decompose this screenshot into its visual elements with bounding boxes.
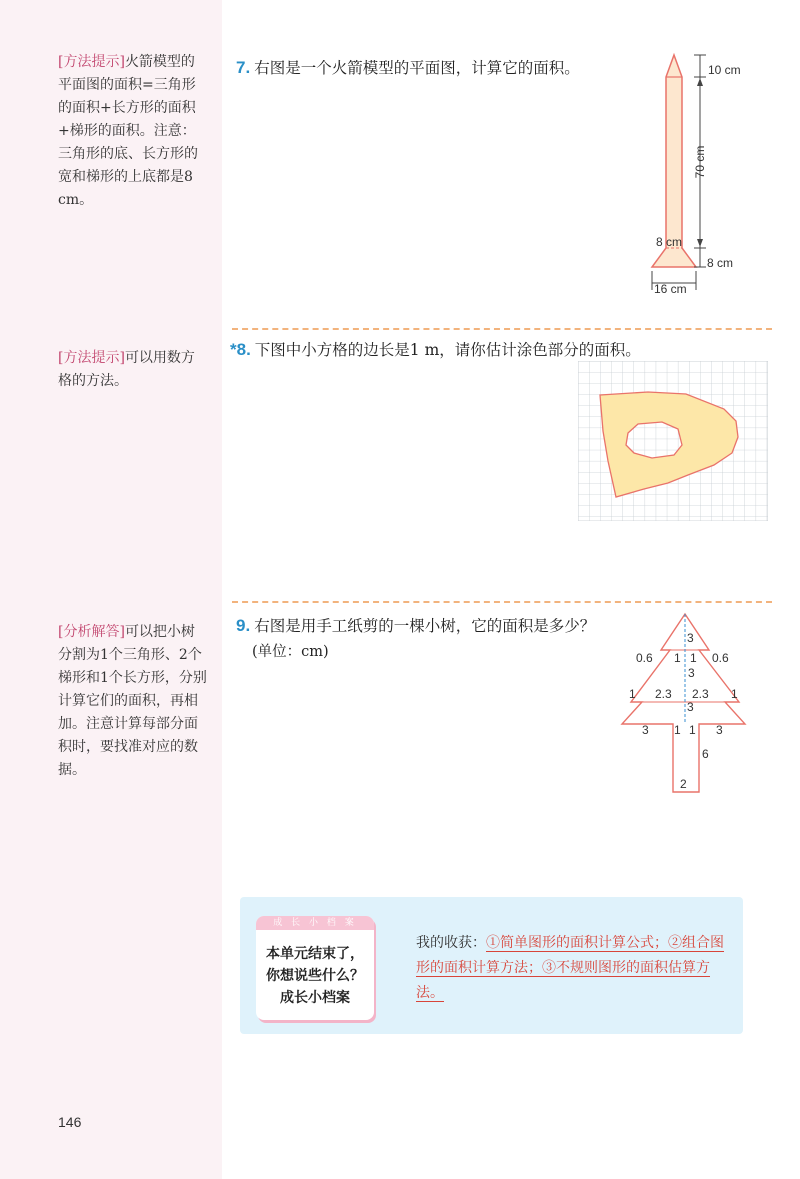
tree-label-b3r: 3 xyxy=(716,723,723,737)
dim-top-label: 10 cm xyxy=(708,63,741,77)
q7-tip-body: 火箭模型的平面图的面积=三角形的面积+长方形的面积+梯形的面积。注意：三角形的底、长方形的宽和梯形的上底都是8 cm。 xyxy=(58,54,198,208)
q9-tip-tag: [分析解答] xyxy=(58,624,125,640)
q9-title xyxy=(236,614,595,636)
card-line-3: 成长小档案 xyxy=(280,989,350,1005)
q8-tip-tag: [方法提示] xyxy=(58,350,125,366)
tree-label-one-a: 1 xyxy=(674,651,681,665)
separator-1 xyxy=(232,328,772,330)
growth-record-box xyxy=(240,897,743,1034)
tree-label-l06: 0.6 xyxy=(636,651,653,665)
card-line-2: 你想说些什么？ xyxy=(266,967,364,983)
tree-label-mid-3b: 3 xyxy=(687,700,694,714)
page-number: 146 xyxy=(58,1114,82,1130)
q7-number: 7. xyxy=(236,58,251,77)
card-header: 成 长 小 档 案 xyxy=(256,916,374,930)
card-line-1: 本单元结束了， xyxy=(266,945,364,961)
growth-card xyxy=(256,916,374,1020)
grid-figure xyxy=(578,361,768,521)
harvest-text xyxy=(416,931,728,1006)
q7-tip-tag: [方法提示] xyxy=(58,54,125,70)
q8-tip-body: 可以用数方格的方法。 xyxy=(58,350,195,389)
dim-mid-label: 70 cm xyxy=(693,145,707,179)
tree-label-mid-3: 3 xyxy=(688,666,695,680)
q8-number: *8. xyxy=(230,340,251,359)
q9-analysis-tip xyxy=(58,621,208,782)
q8-title xyxy=(230,338,641,360)
harvest-answer: ①简单图形的面积计算公式；②组合图形的面积计算方法；③不规则图形的面积估算方法。 xyxy=(416,935,724,1001)
tree-label-b3l: 3 xyxy=(642,723,649,737)
tree-label-trunk-2: 2 xyxy=(680,777,687,791)
tree-label-l23: 2.3 xyxy=(655,687,672,701)
q7-method-tip xyxy=(58,51,208,212)
tree-label-b1b: 1 xyxy=(689,723,696,737)
q9-tip-body: 可以把小树分割为1个三角形、2个梯形和1个长方形，分别计算它们的面积，再相加。注意计算每部分面积时，要找准对应的数据。 xyxy=(58,624,207,778)
dim-bottom-label: 8 cm xyxy=(707,256,734,270)
q7-text: 右图是一个火箭模型的平面图，计算它的面积。 xyxy=(254,59,580,77)
tree-label-r06: 0.6 xyxy=(712,651,729,665)
tree-label-r23: 2.3 xyxy=(692,687,709,701)
q7-title xyxy=(236,56,580,78)
rocket-figure xyxy=(630,50,780,298)
q8-method-tip xyxy=(58,347,208,393)
separator-2 xyxy=(232,601,772,603)
q9-unit: (单位：cm) xyxy=(252,644,329,660)
dim-inner-label: 8 cm xyxy=(656,235,683,249)
tree-label-l1: 1 xyxy=(629,687,636,701)
tree-label-trunk-6: 6 xyxy=(702,747,709,761)
dim-base-label: 16 cm xyxy=(654,282,687,296)
q9-text: 右图是用手工纸剪的一棵小树，它的面积是多少？ xyxy=(254,617,596,635)
tree-label-r1: 1 xyxy=(731,687,738,701)
tree-figure xyxy=(612,606,762,796)
q8-text: 下图中小方格的边长是1 m，请你估计涂色部分的面积。 xyxy=(254,341,641,359)
tree-label-top-3: 3 xyxy=(687,631,694,645)
harvest-lead: 我的收获： xyxy=(416,935,486,951)
tree-label-b1a: 1 xyxy=(674,723,681,737)
q9-number: 9. xyxy=(236,616,251,635)
tree-label-one-b: 1 xyxy=(690,651,697,665)
tree-outline xyxy=(622,614,745,792)
